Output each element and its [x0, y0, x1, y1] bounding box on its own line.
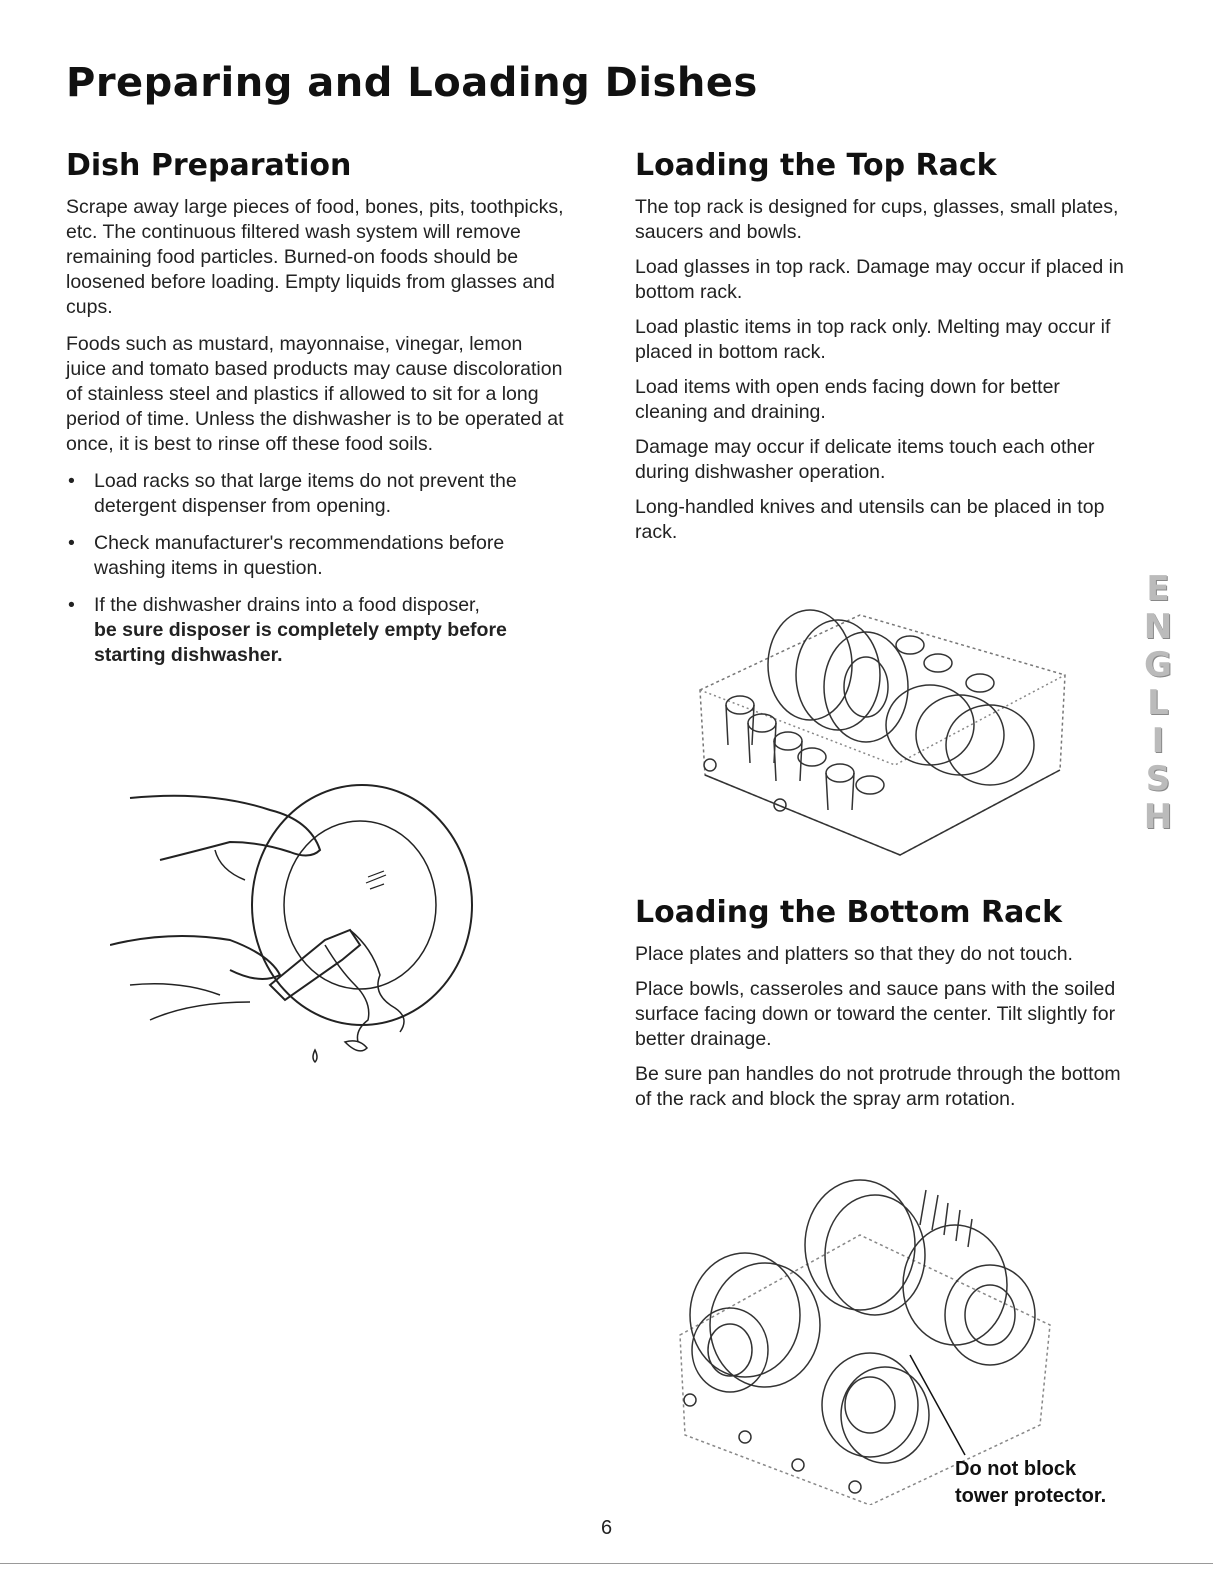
glass: [774, 732, 802, 750]
tab-letter: I: [1151, 721, 1165, 761]
plate: [690, 1253, 800, 1377]
bowl: [692, 1308, 768, 1392]
saucer: [824, 632, 908, 742]
rack-wheel: [704, 759, 716, 771]
bowl: [822, 1353, 918, 1457]
top-rack-illustration: [680, 595, 1080, 865]
utensils: [920, 1190, 972, 1247]
dish-prep-bullet-list: [66, 469, 566, 668]
platter: [805, 1180, 915, 1310]
disposer-warning: be sure disposer is completely empty before starting dishwasher.: [94, 619, 507, 666]
upper-hand: [130, 796, 320, 860]
plate-well: [284, 821, 436, 989]
bowl: [886, 685, 974, 765]
bottom-rack-heading: Loading the Bottom Rack: [635, 895, 1063, 930]
dish-prep-paragraph-1: Scrape away large pieces of food, bones, pits, toothpicks, etc. The continuous filtered wash system will remove remaining food particles. Burned-on foods should be loosened before loading. Empty liquids from glasses and cups.: [66, 196, 564, 318]
saucer: [768, 610, 852, 720]
scraping-plate-illustration: [110, 780, 490, 1070]
page-number: 6: [600, 1517, 613, 1539]
glass: [966, 674, 994, 692]
tab-letter: L: [1147, 683, 1169, 723]
top-rack-paragraph: Load plastic items in top rack only. Melting may occur if placed in bottom rack.: [635, 316, 1111, 363]
bowl: [946, 705, 1034, 785]
top-rack-section: [635, 148, 1135, 555]
tab-letter: E: [1146, 569, 1170, 609]
rack-wheel: [849, 1481, 861, 1493]
dish-prep-paragraph-2: Foods such as mustard, mayonnaise, vinegar, lemon juice and tomato based products may cause discoloration of stainless steel and plastics if allowed to sit for a long period of time. Unless the dishwasher is to be operated at once, it is best to rinse off these food soils.: [66, 333, 564, 455]
bottom-rack-paragraph: Place plates and platters so that they do not touch.: [635, 943, 1073, 965]
glass: [924, 654, 952, 672]
callout-line: Do not block: [955, 1458, 1077, 1480]
tab-letter: G: [1144, 645, 1172, 685]
tab-letter: H: [1143, 797, 1173, 837]
bottom-rack-paragraph: Be sure pan handles do not protrude through the bottom of the rack and block the spray arm rotation.: [635, 1063, 1121, 1110]
bottom-rack-section: [635, 895, 1135, 1122]
dish-preparation-section: [66, 148, 566, 680]
glass: [896, 636, 924, 654]
bowl: [945, 1265, 1035, 1365]
bullet-item: [66, 469, 566, 519]
bullet-icon: •: [68, 532, 75, 554]
callout-line: tower protector.: [955, 1485, 1107, 1507]
top-rack-paragraph: Load items with open ends facing down for better cleaning and draining.: [635, 376, 1060, 423]
tab-letter: N: [1143, 607, 1173, 647]
bullet-item: [66, 593, 566, 668]
top-rack-paragraph: Damage may occur if delicate items touch each other during dishwasher operation.: [635, 436, 1095, 483]
bullet-item: [66, 531, 566, 581]
bullet-text: Check manufacturer's recommendations before washing items in question.: [94, 532, 505, 579]
top-rack-heading: Loading the Top Rack: [635, 148, 997, 183]
dish-preparation-heading: Dish Preparation: [66, 148, 352, 183]
rack-wheel: [739, 1431, 751, 1443]
bullet-icon: •: [68, 470, 75, 492]
glass: [726, 696, 754, 714]
glass: [856, 776, 884, 794]
tower-protector-callout: [955, 1456, 1106, 1510]
top-rack-paragraph: Long-handled knives and utensils can be placed in top rack.: [635, 496, 1105, 543]
saucer: [796, 620, 880, 730]
glass: [826, 764, 854, 782]
bottom-rack-paragraph: Place bowls, casseroles and sauce pans with the soiled surface facing down or toward the center. Tilt slightly for better drainage.: [635, 978, 1116, 1050]
page-title: Preparing and Loading Dishes: [66, 60, 758, 106]
bullet-text: If the dishwasher drains into a food disposer,: [94, 594, 480, 616]
language-side-tab: [1128, 570, 1188, 836]
bottom-divider: [0, 1563, 1213, 1564]
food-scraps: [325, 945, 369, 1042]
bullet-icon: •: [68, 594, 75, 616]
rack-wire-frame: [700, 615, 1065, 855]
lower-hand: [110, 936, 280, 979]
bowl: [916, 695, 1004, 775]
top-rack-paragraph: The top rack is designed for cups, glasses, small plates, saucers and bowls.: [635, 196, 1119, 243]
bullet-text: Load racks so that large items do not prevent the detergent dispenser from opening.: [94, 470, 517, 517]
rack-wheel: [684, 1394, 696, 1406]
rack-wheel: [792, 1459, 804, 1471]
tab-letter: S: [1145, 759, 1171, 799]
top-rack-paragraph: Load glasses in top rack. Damage may occur if placed in bottom rack.: [635, 256, 1124, 303]
